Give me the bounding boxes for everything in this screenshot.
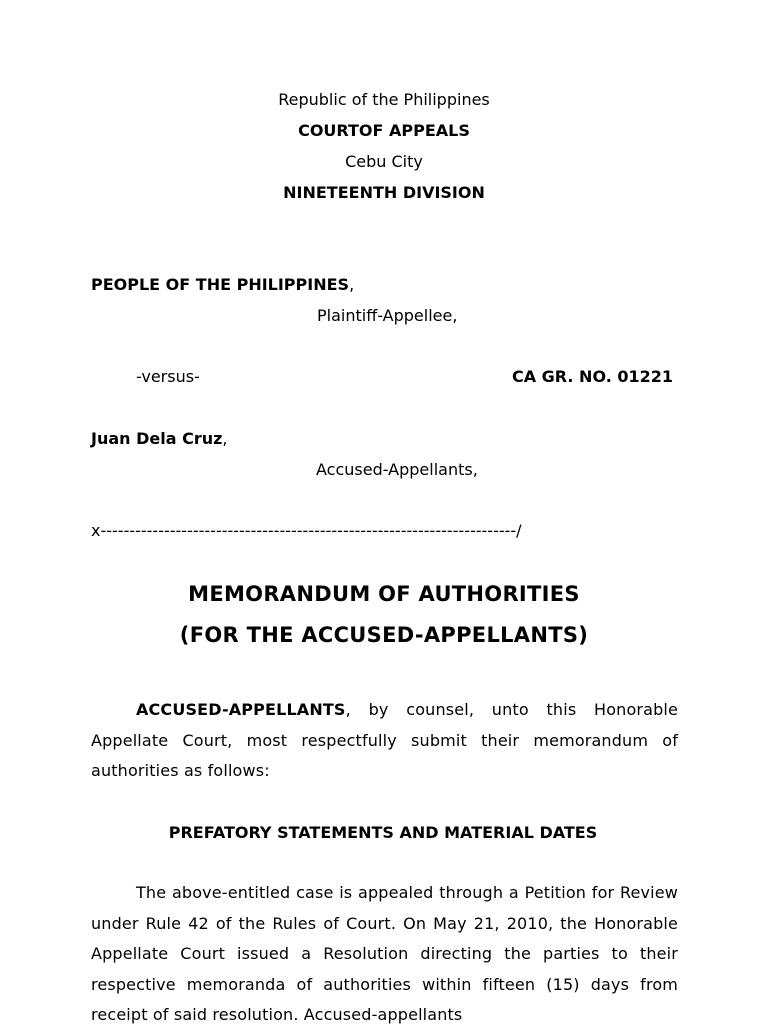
plaintiff-role: Plaintiff-Appellee, xyxy=(317,306,458,325)
case-number: CA GR. NO. 01221 xyxy=(511,367,673,386)
caption-separator: x------------------------------------------------------------------------/ xyxy=(91,521,522,540)
accused-name xyxy=(91,429,228,449)
section-body xyxy=(91,878,678,1031)
division-name: NINETEENTH DIVISION xyxy=(283,183,485,202)
versus-label: -versus- xyxy=(136,367,200,386)
plaintiff-name xyxy=(91,275,354,295)
intro-paragraph xyxy=(91,695,678,787)
intro-party: ACCUSED-APPELLANTS xyxy=(136,700,346,719)
intro-text: , by counsel, unto this Honorable Appellate Court, most respectfully submit their memorandum of authorities as follows: xyxy=(91,700,678,781)
plaintiff-name-text: PEOPLE OF THE PHILIPPINES xyxy=(91,275,350,294)
document-subtitle: (FOR THE ACCUSED-APPELLANTS) xyxy=(179,623,589,647)
accused-role: Accused-Appellants, xyxy=(316,460,478,479)
accused-comma: , xyxy=(222,429,228,448)
plaintiff-comma: , xyxy=(349,275,355,294)
court-name: COURTOF APPEALS xyxy=(298,121,470,140)
republic-line: Republic of the Philippines xyxy=(278,90,490,109)
section-heading: PREFATORY STATEMENTS AND MATERIAL DATES xyxy=(168,823,598,842)
section-body-text: The above-entitled case is appealed through a Petition for Review under Rule 42 of the Rules of Court. On May 21, 2010, the Honorable Appellate Court issued a Resolution directing the parties to their respective memoranda of authorities within fifteen (15) days from receipt of said resolution. Accused-appellants xyxy=(91,883,678,1025)
accused-name-text: Juan Dela Cruz xyxy=(91,429,223,448)
document-title: MEMORANDUM OF AUTHORITIES xyxy=(188,582,580,606)
court-city: Cebu City xyxy=(345,152,423,171)
